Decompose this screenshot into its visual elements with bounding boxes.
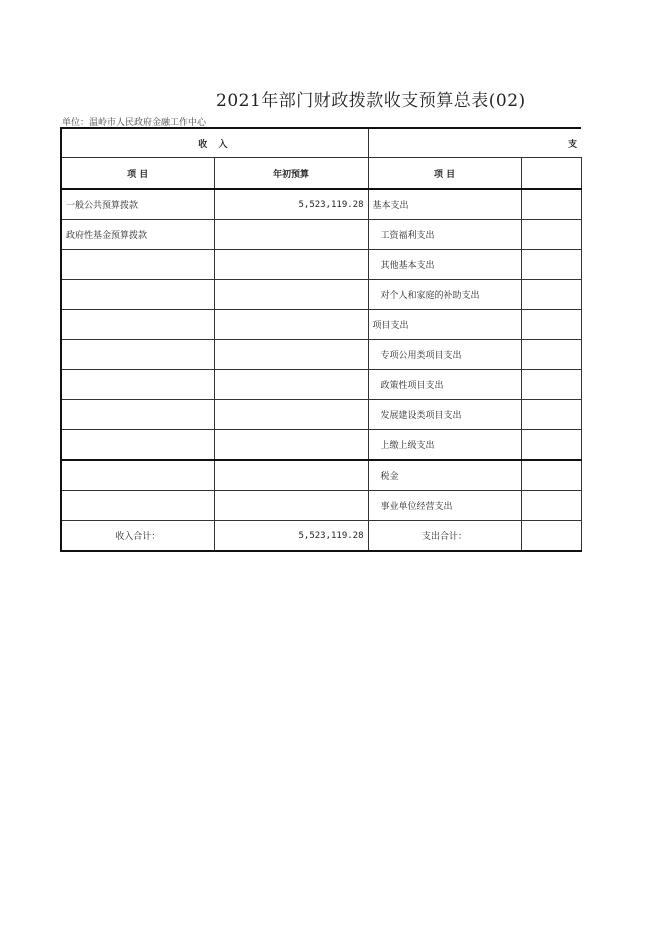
expense-budget-cell	[521, 430, 581, 461]
expense-budget-cell	[521, 491, 581, 521]
table-row	[61, 430, 581, 461]
income-budget-cell	[214, 400, 368, 430]
budget-table	[60, 127, 582, 552]
expense-item-cell: 发展建设类项目支出	[368, 400, 521, 430]
income-item-cell	[61, 280, 214, 310]
expense-total-label: 支出合计：	[368, 521, 521, 552]
expense-budget-cell	[521, 220, 581, 250]
income-budget-cell	[214, 460, 368, 491]
expense-budget-cell	[521, 460, 581, 491]
table-row	[61, 280, 581, 310]
income-budget-cell	[214, 340, 368, 370]
income-budget-cell	[214, 280, 368, 310]
expense-budget-cell	[521, 310, 581, 340]
budget-table-container	[60, 127, 578, 549]
header-row-group	[61, 128, 581, 158]
table-row	[61, 189, 581, 220]
table-row	[61, 370, 581, 400]
expense-budget-cell	[521, 370, 581, 400]
table-row	[61, 400, 581, 430]
expense-item-cell: 税金	[368, 460, 521, 491]
income-item-cell	[61, 250, 214, 280]
unit-label: 单位：温岭市人民政府金融工作中心	[62, 118, 207, 128]
income-budget-cell	[214, 370, 368, 400]
total-row	[61, 521, 581, 552]
income-item-cell	[61, 460, 214, 491]
income-budget-cell	[214, 220, 368, 250]
expense-budget-cell	[521, 189, 581, 220]
income-total-label: 收入合计：	[61, 521, 214, 552]
col-header-expense-budget	[521, 158, 581, 190]
expense-item-cell: 其他基本支出	[368, 250, 521, 280]
table-row	[61, 340, 581, 370]
expense-item-cell: 事业单位经营支出	[368, 491, 521, 521]
table-row	[61, 250, 581, 280]
page-title: 2021年部门财政拨款收支预算总表(02)	[216, 91, 526, 111]
table-row	[61, 491, 581, 521]
income-budget-cell	[214, 430, 368, 461]
income-item-cell: 一般公共预算拨款	[61, 189, 214, 220]
table-row	[61, 220, 581, 250]
income-budget-cell: 5,523,119.28	[214, 189, 368, 220]
expense-budget-cell	[521, 400, 581, 430]
col-header-income-item: 项 目	[61, 158, 214, 190]
expense-total-value	[521, 521, 581, 552]
income-item-cell	[61, 491, 214, 521]
income-item-cell	[61, 310, 214, 340]
expense-item-cell: 专项公用类项目支出	[368, 340, 521, 370]
table-row	[61, 310, 581, 340]
income-budget-cell	[214, 491, 368, 521]
header-row-columns	[61, 158, 581, 190]
income-item-cell	[61, 400, 214, 430]
income-item-cell	[61, 370, 214, 400]
expense-item-cell: 政策性项目支出	[368, 370, 521, 400]
income-header: 收 入	[61, 128, 368, 158]
expense-item-cell: 基本支出	[368, 189, 521, 220]
expense-budget-cell	[521, 340, 581, 370]
income-budget-cell	[214, 250, 368, 280]
col-header-income-budget: 年初预算	[214, 158, 368, 190]
col-header-expense-item: 项 目	[368, 158, 521, 190]
expense-budget-cell	[521, 250, 581, 280]
expense-item-cell: 对个人和家庭的补助支出	[368, 280, 521, 310]
expense-header: 支	[368, 128, 581, 158]
expense-item-cell: 项目支出	[368, 310, 521, 340]
income-budget-cell	[214, 310, 368, 340]
expense-budget-cell	[521, 280, 581, 310]
income-item-cell: 政府性基金预算拨款	[61, 220, 214, 250]
expense-item-cell: 工资福利支出	[368, 220, 521, 250]
income-item-cell	[61, 340, 214, 370]
income-item-cell	[61, 430, 214, 461]
income-total-value: 5,523,119.28	[214, 521, 368, 552]
table-row	[61, 460, 581, 491]
expense-item-cell: 上缴上级支出	[368, 430, 521, 461]
